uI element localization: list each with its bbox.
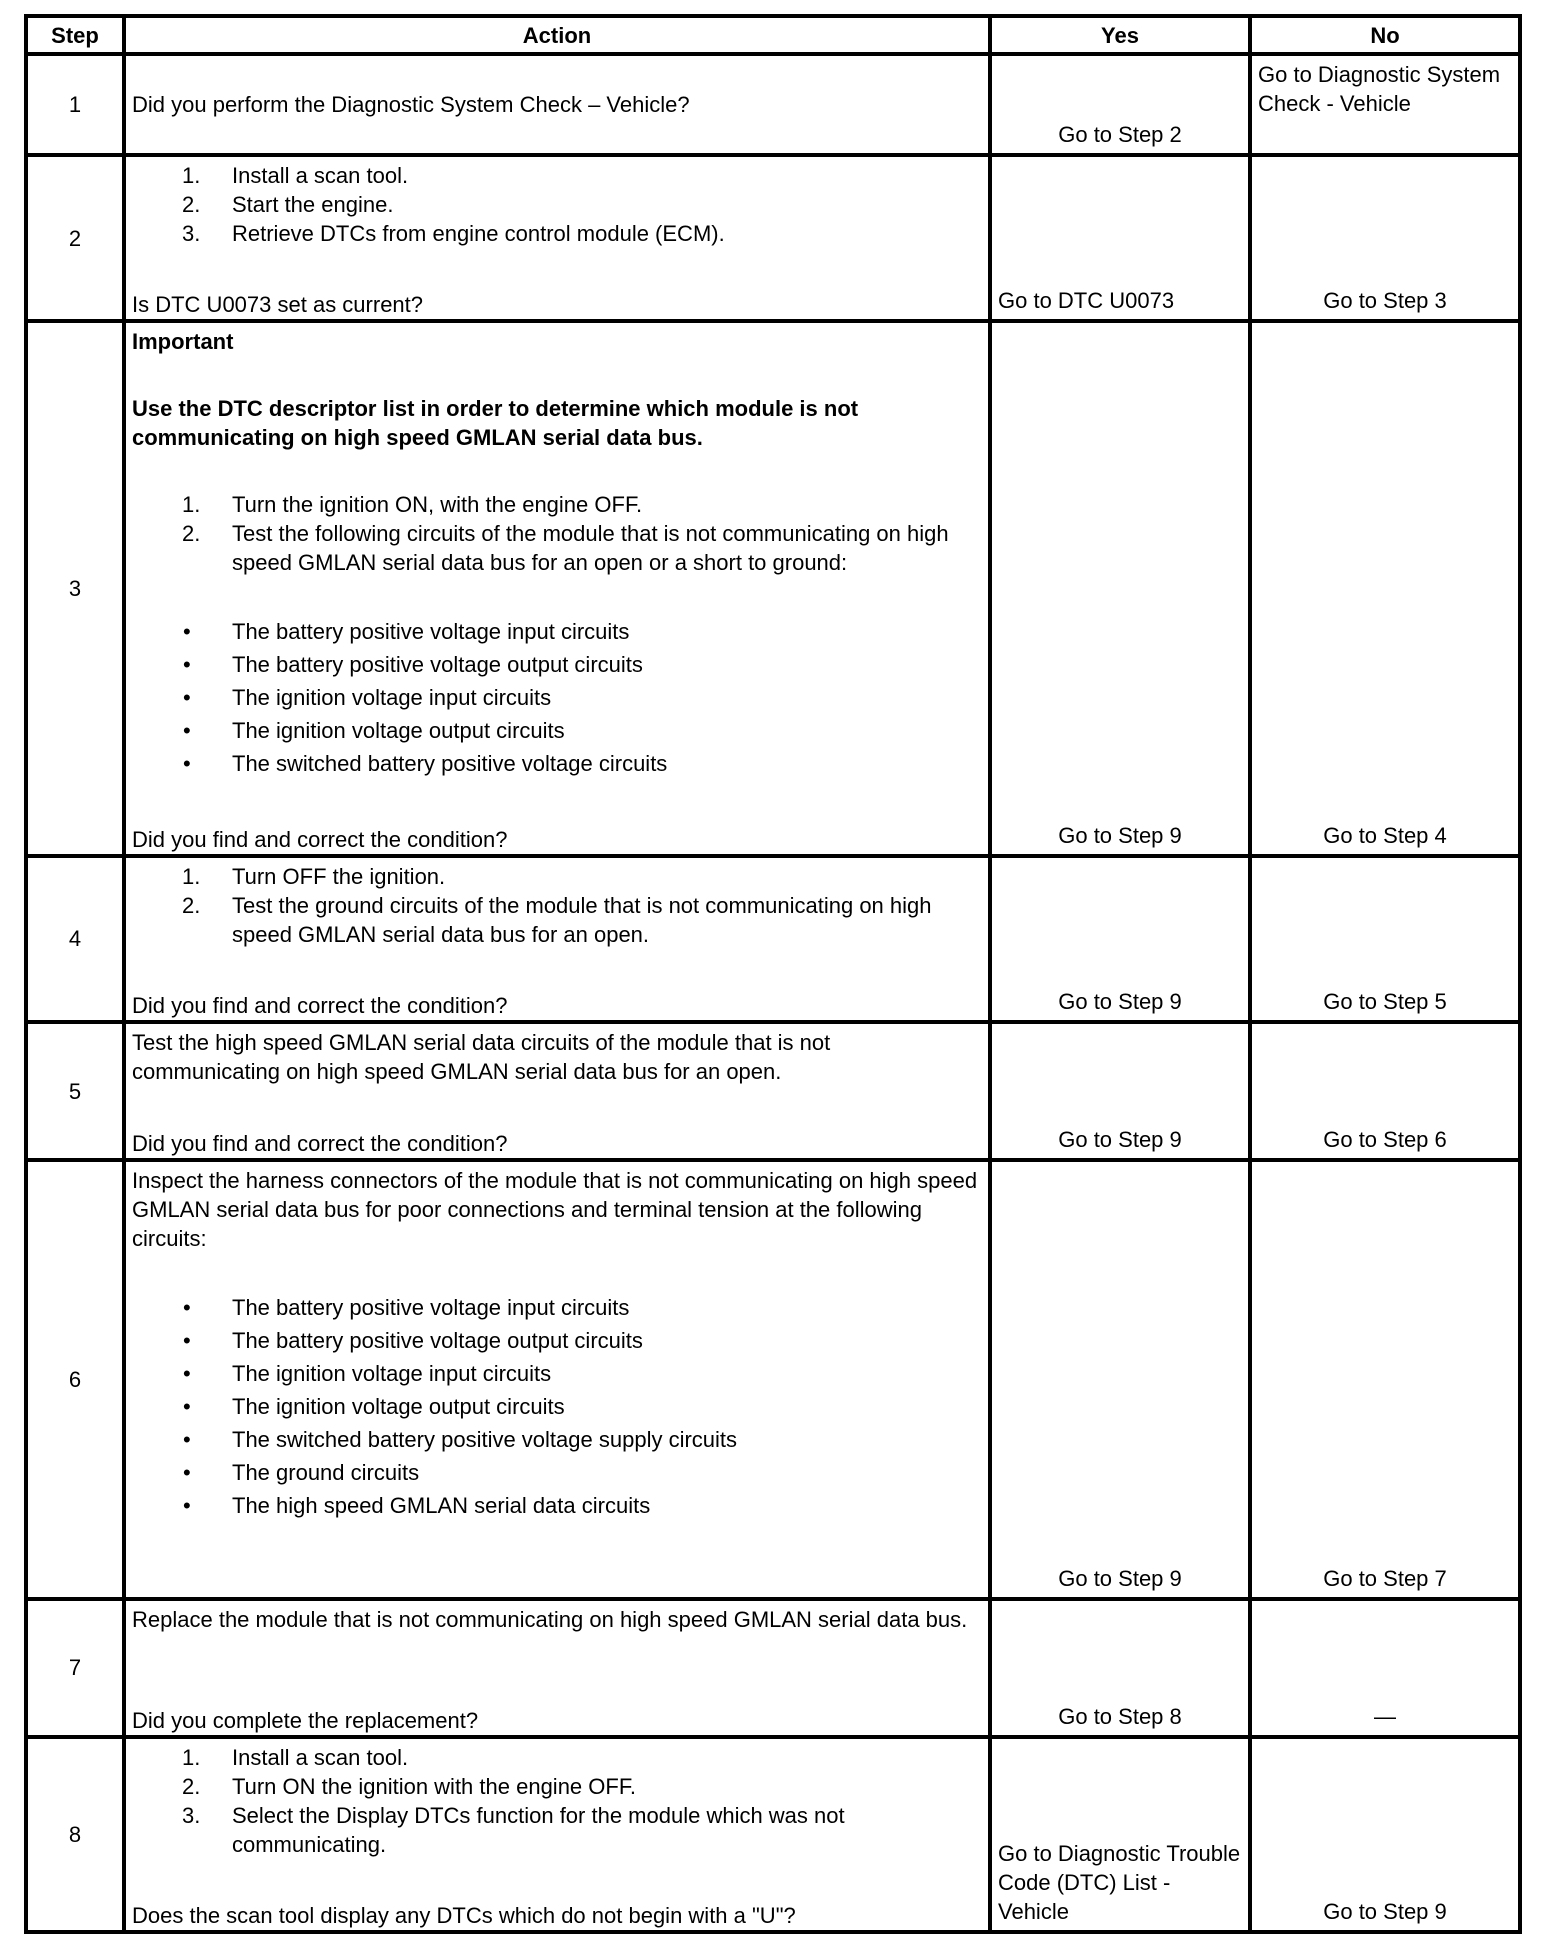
step-number: 8 <box>26 1737 124 1932</box>
list-item: 1. Turn the ignition ON, with the engine OFF. <box>182 492 643 518</box>
header-row <box>26 16 1520 54</box>
step-number: 6 <box>26 1160 124 1598</box>
list-item: 2. Test the ground circuits of the module that is not communicating on high speed GMLAN serial data bus for an open. <box>182 892 932 947</box>
action-steps-list <box>132 1743 982 1859</box>
no-cell: — <box>1250 1599 1520 1737</box>
list-item: 1. Install a scan tool. <box>182 1744 409 1770</box>
list-item: • The ignition voltage output circuits <box>183 1394 565 1420</box>
action-steps-list <box>132 161 982 248</box>
header-step: Step <box>26 16 124 54</box>
action-cell <box>124 1599 990 1737</box>
action-cell <box>124 54 990 155</box>
important-label: Important <box>132 329 234 355</box>
list-item: • The ignition voltage output circuits <box>183 718 565 744</box>
yes-cell: Go to Step 9 <box>990 321 1250 856</box>
table-row <box>26 1737 1520 1932</box>
table-row <box>26 155 1520 321</box>
yes-cell: Go to Step 2 <box>990 54 1250 155</box>
important-text: Use the DTC descriptor list in order to determine which module is not communicating on high speed GMLAN serial data bus. <box>132 396 859 451</box>
action-cell <box>124 856 990 1022</box>
header-yes: Yes <box>990 16 1250 54</box>
action-steps-list <box>132 862 982 949</box>
action-cell <box>124 1022 990 1160</box>
no-cell: Go to Step 7 <box>1250 1160 1520 1598</box>
table-row <box>26 1599 1520 1737</box>
action-cell <box>124 1737 990 1932</box>
list-item: 2. Start the engine. <box>182 192 394 218</box>
action-cell <box>124 321 990 856</box>
step-number: 3 <box>26 321 124 856</box>
no-cell: Go to Step 5 <box>1250 856 1520 1022</box>
list-item: • The battery positive voltage output circuits <box>183 1328 643 1354</box>
step-number: 7 <box>26 1599 124 1737</box>
action-text: Test the high speed GMLAN serial data circuits of the module that is not communicating on high speed GMLAN serial data bus for an open. <box>132 1030 831 1084</box>
table-row <box>26 54 1520 155</box>
yes-cell: Go to Step 8 <box>990 1599 1250 1737</box>
action-steps-list <box>132 490 982 577</box>
list-item: • The switched battery positive voltage supply circuits <box>183 1427 738 1453</box>
action-question: Did you perform the Diagnostic System Check – Vehicle? <box>132 92 690 118</box>
table-row <box>26 321 1520 856</box>
no-cell: Go to Step 9 <box>1250 1737 1520 1932</box>
table-row <box>26 1160 1520 1598</box>
list-item: 1. Install a scan tool. <box>182 163 409 189</box>
no-cell: Go to Step 6 <box>1250 1022 1520 1160</box>
list-item: • The battery positive voltage output circuits <box>183 652 643 678</box>
action-question: Did you complete the replacement? <box>132 1707 479 1733</box>
circuit-bullet-list <box>132 1291 982 1522</box>
yes-cell: Go to Step 9 <box>990 1022 1250 1160</box>
action-cell <box>124 155 990 321</box>
action-question: Did you find and correct the condition? <box>132 1131 508 1157</box>
yes-cell: Go to DTC U0073 <box>990 155 1250 321</box>
yes-cell: Go to Diagnostic Trouble Code (DTC) List - Vehicle <box>990 1737 1250 1932</box>
circuit-bullet-list <box>132 615 982 780</box>
action-question: Is DTC U0073 set as current? <box>132 292 424 318</box>
list-item: 3. Retrieve DTCs from engine control module (ECM). <box>182 221 725 247</box>
no-cell: Go to Diagnostic System Check - Vehicle <box>1250 54 1520 155</box>
step-number: 4 <box>26 856 124 1022</box>
list-item: • The ground circuits <box>183 1460 420 1486</box>
no-cell: Go to Step 4 <box>1250 321 1520 856</box>
table-row <box>26 1022 1520 1160</box>
list-item: • The switched battery positive voltage circuits <box>183 751 668 777</box>
action-question: Did you find and correct the condition? <box>132 826 508 852</box>
step-number: 2 <box>26 155 124 321</box>
header-no: No <box>1250 16 1520 54</box>
table-row <box>26 856 1520 1022</box>
yes-cell: Go to Step 9 <box>990 856 1250 1022</box>
list-item: 2. Test the following circuits of the module that is not communicating on high speed GMLAN serial data bus for an open or a short to ground: <box>182 521 949 576</box>
yes-cell: Go to Step 9 <box>990 1160 1250 1598</box>
header-action: Action <box>124 16 990 54</box>
action-question: Does the scan tool display any DTCs which do not begin with a "U"? <box>132 1903 796 1928</box>
list-item: • The ignition voltage input circuits <box>183 685 552 711</box>
action-text: Replace the module that is not communicating on high speed GMLAN serial data bus. <box>132 1606 968 1632</box>
step-number: 5 <box>26 1022 124 1160</box>
list-item: • The ignition voltage input circuits <box>183 1361 552 1387</box>
list-item: • The battery positive voltage input circuits <box>183 619 630 645</box>
list-item: 3. Select the Display DTCs function for the module which was not communicating. <box>182 1802 845 1857</box>
action-question: Did you find and correct the condition? <box>132 993 508 1018</box>
list-item: • The high speed GMLAN serial data circuits <box>183 1493 651 1519</box>
list-item: • The battery positive voltage input circuits <box>183 1295 630 1321</box>
no-cell: Go to Step 3 <box>1250 155 1520 321</box>
diagnostic-table <box>24 14 1522 1934</box>
list-item: 2. Turn ON the ignition with the engine OFF. <box>182 1773 636 1799</box>
action-text: Inspect the harness connectors of the module that is not communicating on high speed GMLAN serial data bus for poor connections and terminal tension at the following circuits: <box>132 1168 978 1252</box>
action-cell <box>124 1160 990 1598</box>
step-number: 1 <box>26 54 124 155</box>
list-item: 1. Turn OFF the ignition. <box>182 863 446 889</box>
